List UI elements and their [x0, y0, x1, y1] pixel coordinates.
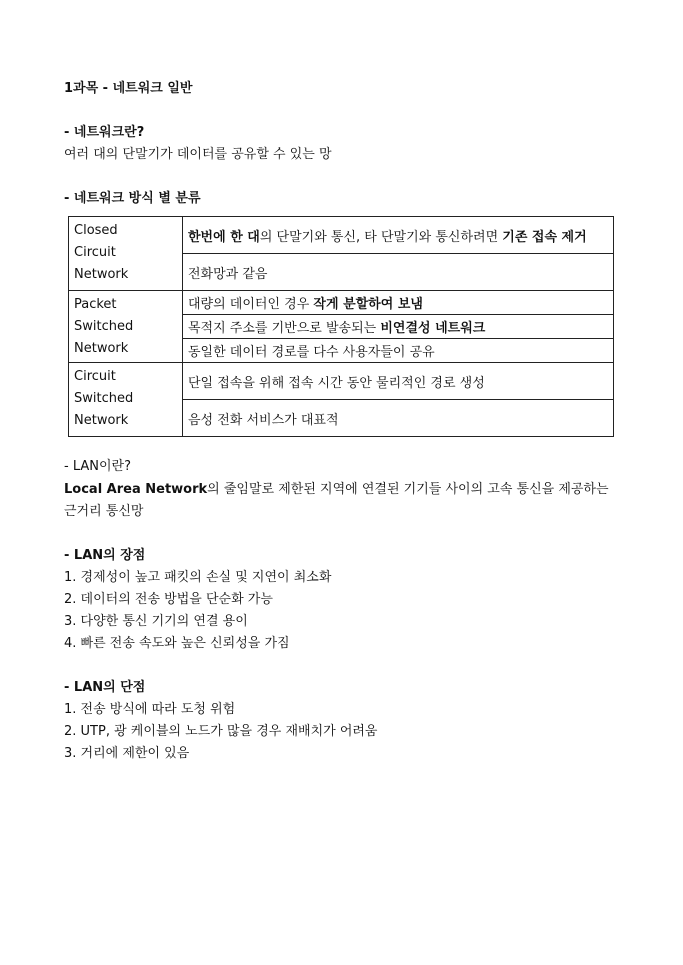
list-item: 2. 데이터의 전송 방법을 단순화 가능 [64, 592, 273, 607]
description-cell [183, 291, 614, 315]
disadvantages-heading: - LAN의 단점 [64, 680, 146, 695]
lan-definition-line-1 [64, 481, 609, 499]
advantages-heading: - LAN의 장점 [64, 548, 146, 563]
description-text: 전화망과 같음 [188, 266, 268, 282]
category-cell [69, 291, 183, 363]
category-line: Circuit [74, 245, 116, 260]
category-line: Closed [74, 223, 118, 238]
category-line: Packet [74, 297, 117, 312]
category-line: Network [74, 341, 129, 356]
list-item: 3. 다양한 통신 기기의 연결 용이 [64, 614, 248, 629]
subject-title: 1과목 - 네트워크 일반 [64, 81, 193, 96]
category-line: Network [74, 267, 129, 282]
description-cell [183, 254, 614, 291]
description-text: 비연결성 네트워크 [380, 321, 486, 336]
description-text: 목적지 주소를 기반으로 발송되는 [188, 321, 381, 336]
network-definition: 여러 대의 단말기가 데이터를 공유할 수 있는 망 [64, 147, 332, 162]
description-text: 기존 접속 제거 [502, 229, 587, 245]
category-line: Circuit [74, 369, 116, 384]
description-cell [183, 363, 614, 400]
description-text: 음성 전화 서비스가 대표적 [188, 412, 339, 428]
table-row [69, 363, 614, 400]
description-cell [183, 315, 614, 339]
network-heading: - 네트워크란? [64, 125, 145, 140]
lan-definition-text: 의 줄임말로 제한된 지역에 연결된 기기들 사이의 고속 통신을 제공하는 [207, 482, 609, 497]
description-text: 의 단말기와 통신, 타 단말기와 통신하려면 [259, 229, 503, 245]
description-cell [183, 339, 614, 363]
category-line: Network [74, 413, 129, 428]
list-item: 4. 빠른 전송 속도와 높은 신뢰성을 가짐 [64, 636, 290, 651]
description-text: 단일 접속을 위해 접속 시간 동안 물리적인 경로 생성 [188, 375, 485, 391]
list-item: 1. 경제성이 높고 패킷의 손실 및 지연이 최소화 [64, 570, 332, 585]
classification-heading: - 네트워크 방식 별 분류 [64, 191, 201, 206]
list-item: 1. 전송 방식에 따라 도청 위험 [64, 702, 236, 717]
category-cell [69, 363, 183, 437]
description-text: 동일한 데이터 경로를 다수 사용자들이 공유 [188, 345, 435, 360]
lan-full-name: Local Area Network [64, 482, 208, 497]
category-line: Switched [74, 391, 134, 406]
table-row [69, 217, 614, 254]
description-cell [183, 400, 614, 437]
list-item: 2. UTP, 광 케이블의 노드가 많을 경우 재배치가 어려움 [64, 724, 378, 739]
description-cell [183, 217, 614, 254]
lan-definition-line-2: 근거리 통신망 [64, 504, 144, 519]
description-text: 한번에 한 대 [188, 229, 260, 245]
list-item: 3. 거리에 제한이 있음 [64, 746, 190, 761]
category-cell [69, 217, 183, 291]
description-text: 대량의 데이터인 경우 [188, 297, 314, 312]
category-line: Switched [74, 319, 134, 334]
network-classification-table [68, 216, 614, 437]
lan-heading: - LAN이란? [64, 459, 131, 474]
description-text: 작게 분할하여 보냄 [313, 297, 423, 312]
table-row [69, 291, 614, 315]
